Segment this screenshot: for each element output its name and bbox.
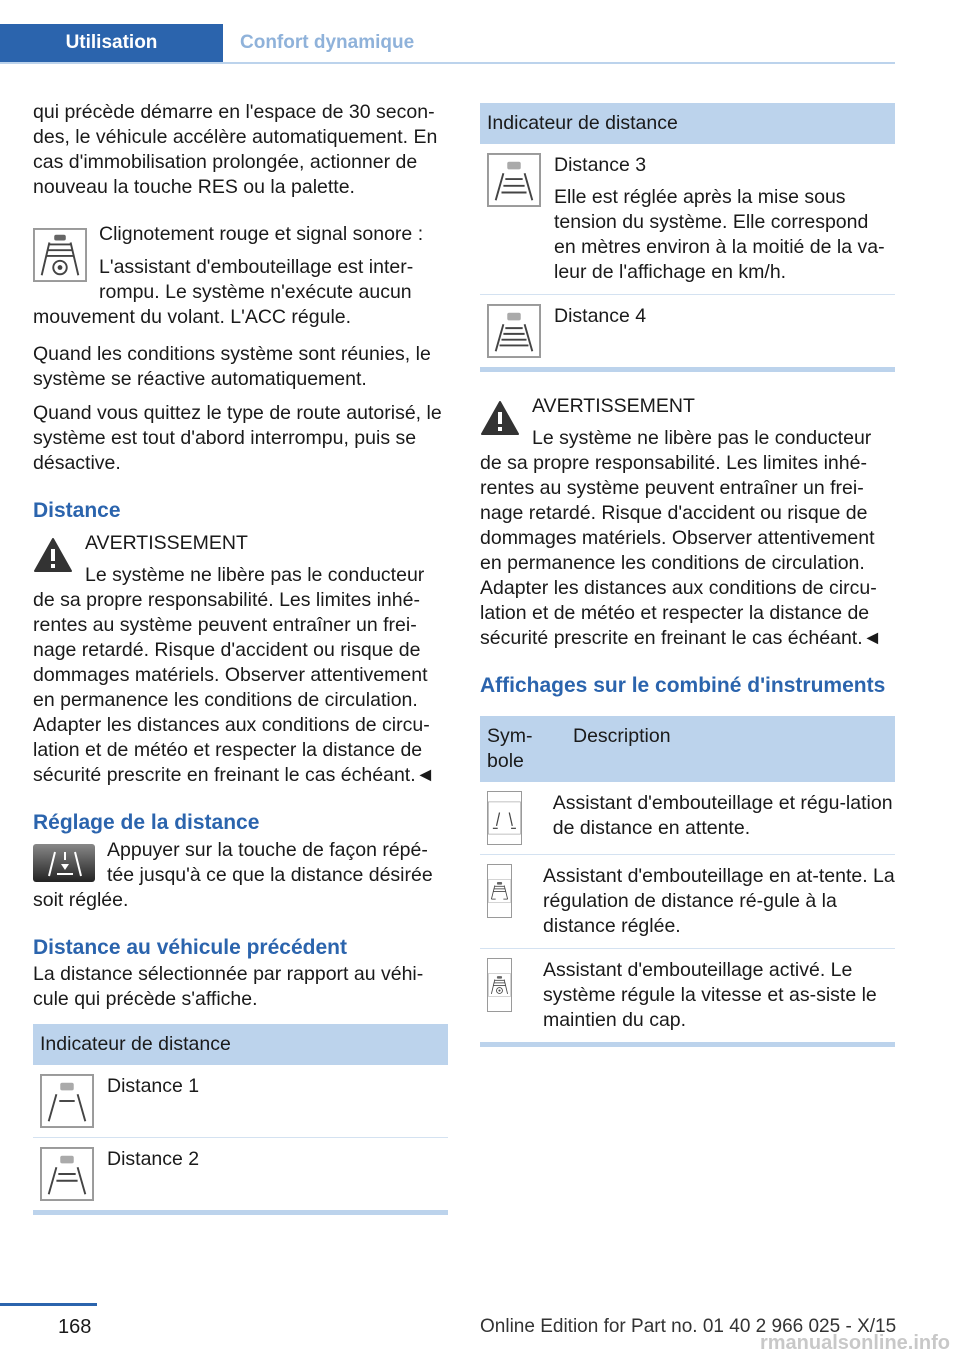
distance-1-icon — [40, 1074, 94, 1128]
warning-triangle-icon — [480, 400, 520, 436]
row-text: Elle est réglée après la mise sous tension du système. Elle correspond en mètres environ à la moitié de la va‐leur de l'affichage en km/h. — [554, 186, 885, 283]
table-row — [480, 855, 895, 949]
warning-block — [480, 394, 895, 651]
tab-confort-dynamique: Confort dynamique — [240, 32, 415, 53]
reglage-text: Appuyer sur la touche de façon répé‐tée jusqu'à ce que la distance désirée soit réglée. — [33, 839, 433, 911]
warning-block — [33, 531, 448, 788]
watermark: rmanualsonline.info — [759, 1332, 950, 1354]
warning-text: Le système ne libère pas le conducteur de sa propre responsabilité. Les limites inhé‐rentes au système peuvent entraîner un frei‐nage retardé. Risque d'accident ou risque de dommages matériels. Observer attentivement en permanence les conditions de circulation. Adapter les distances aux conditions de circu‐lation et de météo et respecter la distance de sécurité prescrite en freinant le cas échéant.◄ — [33, 564, 435, 786]
flash-text: L'assistant d'embouteillage est inter‐rompu. Le système n'exécute aucun mouvement du volant. L'ACC régule. — [33, 256, 414, 328]
table-header: Indicateur de distance — [33, 1024, 448, 1065]
row-label: Distance 4 — [554, 305, 647, 327]
table-row — [480, 295, 895, 367]
row-label: Distance 1 — [107, 1075, 200, 1097]
symbol-table — [480, 716, 895, 1047]
warning-text: Le système ne libère pas le conducteur de sa propre responsabilité. Les limites inhé‐rentes au système peuvent entraîner un frei‐nage retardé. Risque d'accident ou risque de dommages matériels. Observer attentivement en permanence les conditions de circulation. Adapter les distances aux conditions de circu‐lation et de météo et respecter la distance de sécurité prescrite en freinant le cas échéant.◄ — [480, 427, 882, 649]
table-row — [33, 1065, 448, 1138]
reglage-block — [33, 838, 448, 913]
warning-title: AVERTISSEMENT — [532, 395, 695, 417]
page-header — [0, 24, 895, 64]
table-header: Indicateur de distance — [480, 103, 895, 144]
left-column — [33, 100, 448, 1215]
distance-heading: Distance — [33, 499, 121, 522]
warning-triangle-icon — [33, 537, 73, 573]
traffic-jam-standby-icon — [487, 864, 512, 918]
traffic-jam-warning-icon — [33, 228, 87, 282]
vehicule-heading: Distance au véhicule précédent — [33, 936, 347, 959]
row-description: Assistant d'embouteillage et régu‐lation de distance en attente. — [552, 792, 893, 839]
distance-table — [33, 1024, 448, 1215]
table-row — [480, 949, 895, 1042]
paragraph: Quand vous quittez le type de route autorisé, le système est tout d'abord interrompu, puis se désactive. — [33, 402, 442, 474]
paragraph: Quand les conditions système sont réunies, le système se réactive automatiquement. — [33, 343, 431, 390]
distance-4-icon — [487, 304, 541, 358]
paragraph: qui précède démarre en l'espace de 30 secon‐des, le véhicule accélère automatiquement. En cas d'immobilisation prolongée, actionner de nouveau la touche RES ou la palette. — [33, 101, 438, 198]
page-number: 168 — [58, 1316, 92, 1338]
row-content — [541, 153, 895, 285]
warning-title: AVERTISSEMENT — [85, 532, 248, 554]
table-row — [33, 1138, 448, 1210]
flash-note — [33, 222, 448, 330]
affichages-heading: Affichages sur le combiné d'instruments — [480, 674, 886, 697]
footer-line — [0, 1303, 97, 1306]
distance-table-continued — [480, 103, 895, 372]
row-description: Assistant d'embouteillage en at‐tente. La régulation de distance ré‐gule à la distance réglée. — [543, 865, 895, 937]
reglage-heading: Réglage de la distance — [33, 811, 260, 834]
row-title: Distance 3 — [554, 154, 647, 176]
distance-2-icon — [40, 1147, 94, 1201]
table-header — [480, 716, 895, 782]
flash-title: Clignotement rouge et signal sonore : — [99, 223, 424, 245]
col-symbole: Sym‐bole — [487, 725, 533, 772]
traffic-jam-active-icon — [487, 958, 512, 1012]
right-column — [480, 103, 895, 1047]
distance-button-icon — [33, 844, 95, 887]
row-description: Assistant d'embouteillage activé. Le système régule la vitesse et as‐siste le maintien du cap. — [542, 959, 877, 1031]
edition-note: Online Edition for Part no. 01 40 2 966 025 - X/15 — [480, 1316, 897, 1337]
row-label: Distance 2 — [107, 1148, 200, 1170]
vehicule-text: La distance sélectionnée par rapport au véhi‐cule qui précède s'affiche. — [33, 963, 424, 1010]
table-row — [480, 782, 895, 855]
col-description: Description — [573, 725, 671, 747]
tab-utilisation: Utilisation — [0, 24, 223, 62]
table-row — [480, 144, 895, 295]
distance-3-icon — [487, 153, 541, 207]
standby-icon — [487, 791, 522, 845]
